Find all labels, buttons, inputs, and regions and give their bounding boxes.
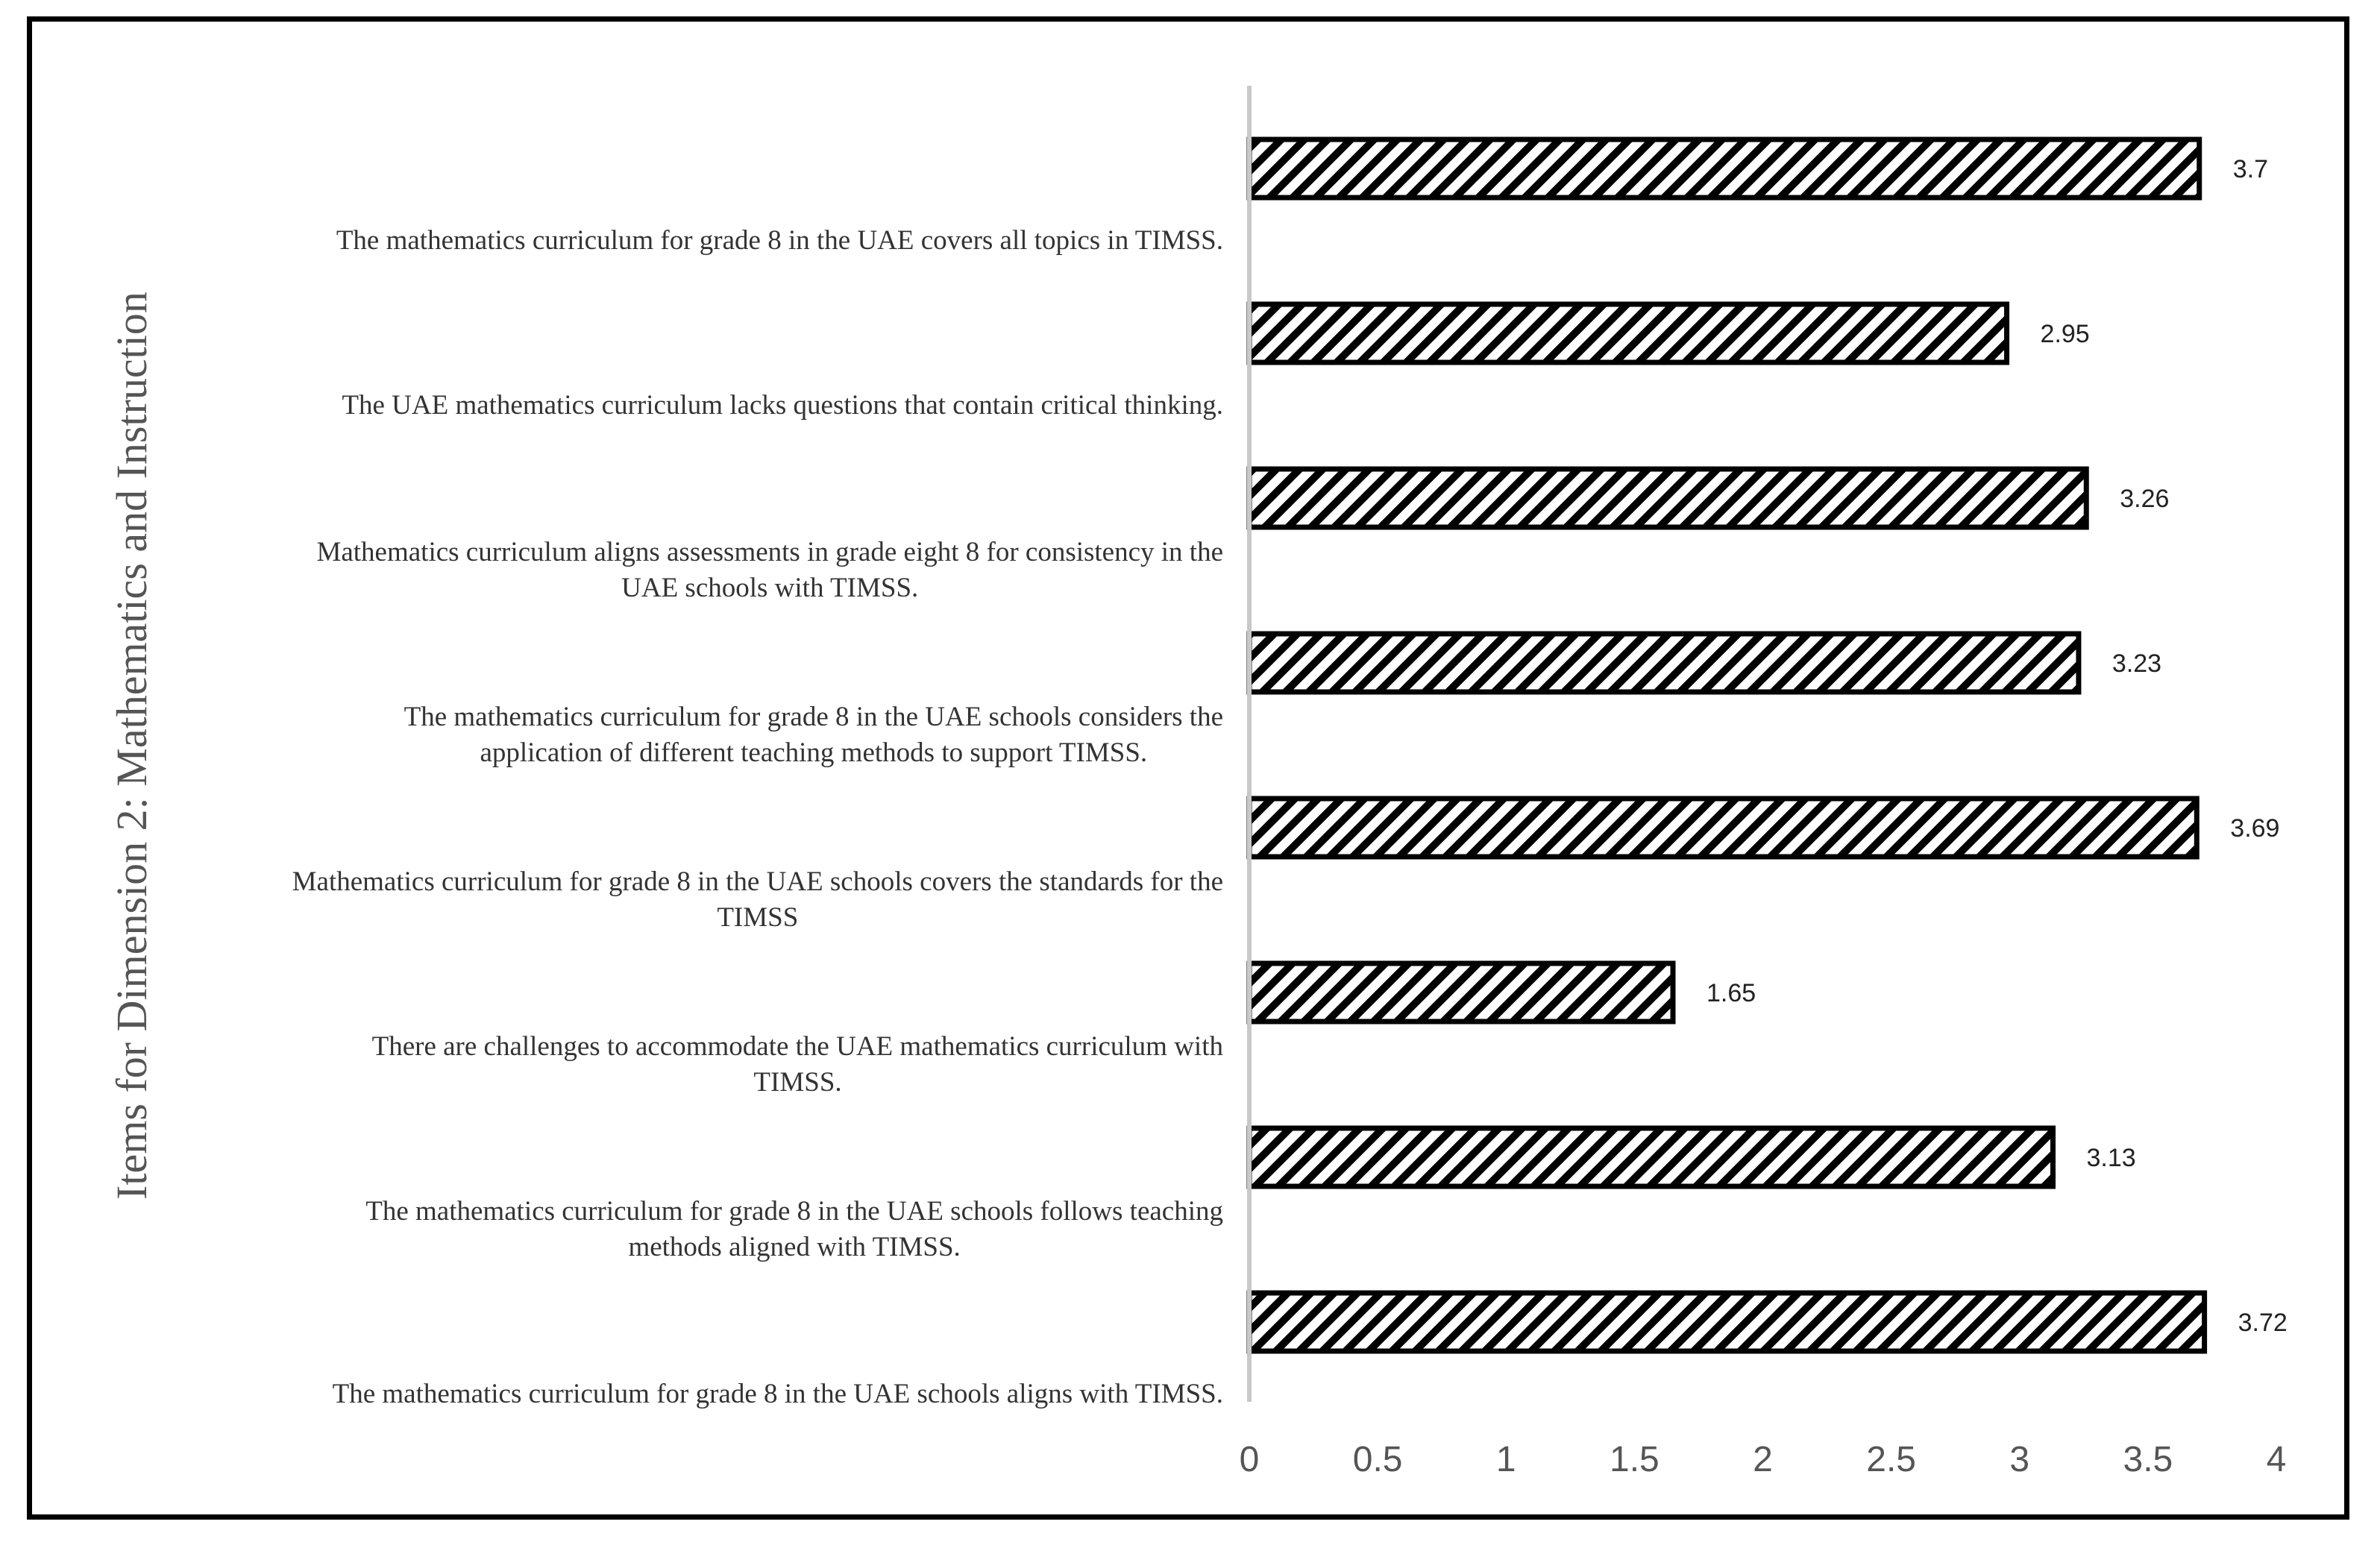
category-label: There are challenges to accommodate the UAE mathematics curriculum with — [371, 1031, 1223, 1062]
value-label: 3.23 — [2111, 649, 2162, 678]
bar — [1249, 469, 2086, 527]
category-label: The mathematics curriculum for grade 8 in the UAE schools considers the — [404, 702, 1223, 732]
x-tick-label: 0.5 — [1352, 1440, 1403, 1479]
x-tick-label: 1 — [1495, 1440, 1516, 1479]
value-label: 3.72 — [2238, 1309, 2288, 1337]
y-axis-title-group — [107, 292, 156, 1200]
category-label: The mathematics curriculum for grade 8 in the UAE schools aligns with TIMSS. — [332, 1379, 1223, 1409]
bar — [1249, 963, 1673, 1022]
x-tick-label: 1.5 — [1610, 1440, 1660, 1479]
category-label: TIMSS — [717, 902, 799, 933]
value-label: 1.65 — [1706, 979, 1756, 1007]
category-labels — [292, 225, 1224, 1409]
category-label: methods aligned with TIMSS. — [628, 1232, 961, 1262]
bar — [1249, 139, 2200, 198]
category-label: The UAE mathematics curriculum lacks questions that contain critical thinking. — [342, 390, 1223, 421]
value-label: 3.26 — [2120, 485, 2170, 513]
category-label: UAE schools with TIMSS. — [621, 573, 919, 603]
bar — [1249, 634, 2079, 692]
category-label: Mathematics curriculum for grade 8 in the UAE schools covers the standards for the — [292, 866, 1223, 897]
category-label: The mathematics curriculum for grade 8 in the UAE schools follows teaching — [365, 1196, 1223, 1227]
x-tick-label: 4 — [2266, 1440, 2287, 1479]
x-axis-tick-labels — [1240, 1440, 2287, 1479]
x-tick-label: 3.5 — [2123, 1440, 2173, 1479]
value-label: 3.69 — [2230, 814, 2280, 843]
y-axis-title: Items for Dimension 2: Mathematics and Instruction — [107, 292, 156, 1200]
bar — [1249, 1293, 2205, 1351]
category-label: application of different teaching methods to support TIMSS. — [480, 737, 1148, 768]
bar — [1249, 799, 2197, 857]
bar — [1249, 1128, 2053, 1186]
category-label: Mathematics curriculum aligns assessments in grade eight 8 for consistency in the — [316, 537, 1223, 567]
bar — [1249, 304, 2007, 362]
category-label: TIMSS. — [753, 1067, 842, 1098]
value-label: 3.7 — [2232, 155, 2268, 183]
x-tick-label: 3 — [2009, 1440, 2030, 1479]
value-label: 3.13 — [2086, 1144, 2136, 1172]
value-label: 2.95 — [2040, 320, 2090, 348]
category-label: The mathematics curriculum for grade 8 in the UAE covers all topics in TIMSS. — [336, 225, 1223, 256]
x-tick-label: 2 — [1753, 1440, 1773, 1479]
x-tick-label: 0 — [1239, 1440, 1260, 1479]
x-tick-label: 2.5 — [1866, 1440, 1916, 1479]
